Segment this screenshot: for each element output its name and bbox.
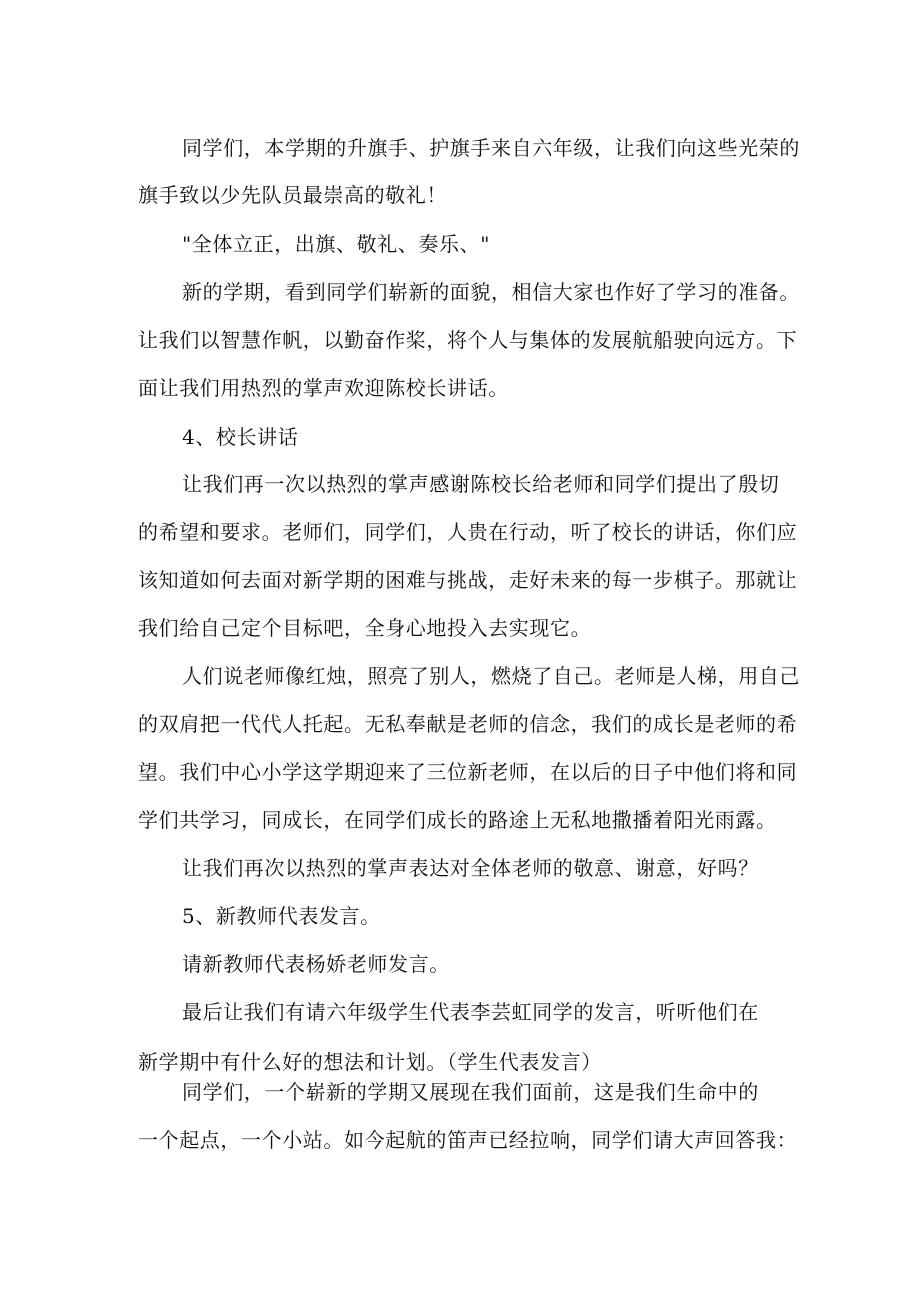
paragraph-10-line-1: 最后让我们有请六年级学生代表李芸虹同学的发言，听听他们在 bbox=[182, 1000, 759, 1024]
paragraph-3-line-2: 让我们以智慧作帆，以勤奋作桨，将个人与集体的发展航船驶向远方。下 bbox=[138, 328, 798, 352]
paragraph-11-line-1: 同学们，一个崭新的学期又展现在我们面前，这是我们生命中的 bbox=[182, 1080, 759, 1104]
paragraph-1-line-1: 同学们，本学期的升旗手、护旗手来自六年级，让我们向这些光荣的 bbox=[182, 136, 800, 160]
section-heading-principal-speech: 4、校长讲话 bbox=[182, 425, 299, 449]
paragraph-6-line-1: 人们说老师像红烛，照亮了别人，燃烧了自己。老师是人梯，用自己 bbox=[182, 664, 800, 688]
paragraph-6-line-3: 望。我们中心小学这学期迎来了三位新老师，在以后的日子中他们将和同 bbox=[138, 760, 798, 784]
paragraph-6-line-4: 学们共学习，同成长，在同学们成长的路途上无私地撒播着阳光雨露。 bbox=[138, 808, 777, 832]
paragraph-11-line-2: 一个起点，一个小站。如今起航的笛声已经拉响，同学们请大声回答我： bbox=[138, 1128, 798, 1152]
section-heading-new-teacher-speech: 5、新教师代表发言。 bbox=[182, 904, 381, 928]
paragraph-5-line-2: 的希望和要求。老师们，同学们，人贵在行动，听了校长的讲话，你们应 bbox=[138, 520, 798, 544]
paragraph-9-line-1: 请新教师代表杨娇老师发言。 bbox=[182, 952, 450, 976]
paragraph-5-line-1: 让我们再一次以热烈的掌声感谢陈校长给老师和同学们提出了殷切 bbox=[182, 472, 780, 496]
paragraph-3-line-3: 面让我们用热烈的掌声欢迎陈校长讲话。 bbox=[138, 376, 509, 400]
paragraph-3-line-1: 新的学期，看到同学们崭新的面貌，相信大家也作好了学习的准备。 bbox=[182, 280, 800, 304]
paragraph-1-line-2: 旗手致以少先队员最崇高的敬礼！ bbox=[138, 183, 447, 207]
paragraph-5-line-4: 我们给自己定个目标吧，全身心地投入去实现它。 bbox=[138, 616, 592, 640]
paragraph-7-line-1: 让我们再次以热烈的掌声表达对全体老师的敬意、谢意，好吗？ bbox=[182, 856, 759, 880]
paragraph-10-line-2: 新学期中有什么好的想法和计划。（学生代表发言） bbox=[138, 1050, 602, 1074]
paragraph-2-line-1: "全体立正，出旗、敬礼、奏乐、" bbox=[182, 232, 490, 256]
paragraph-6-line-2: 的双肩把一代代人托起。无私奉献是老师的信念，我们的成长是老师的希 bbox=[138, 712, 798, 736]
paragraph-5-line-3: 该知道如何去面对新学期的困难与挑战，走好未来的每一步棋子。那就让 bbox=[138, 568, 798, 592]
